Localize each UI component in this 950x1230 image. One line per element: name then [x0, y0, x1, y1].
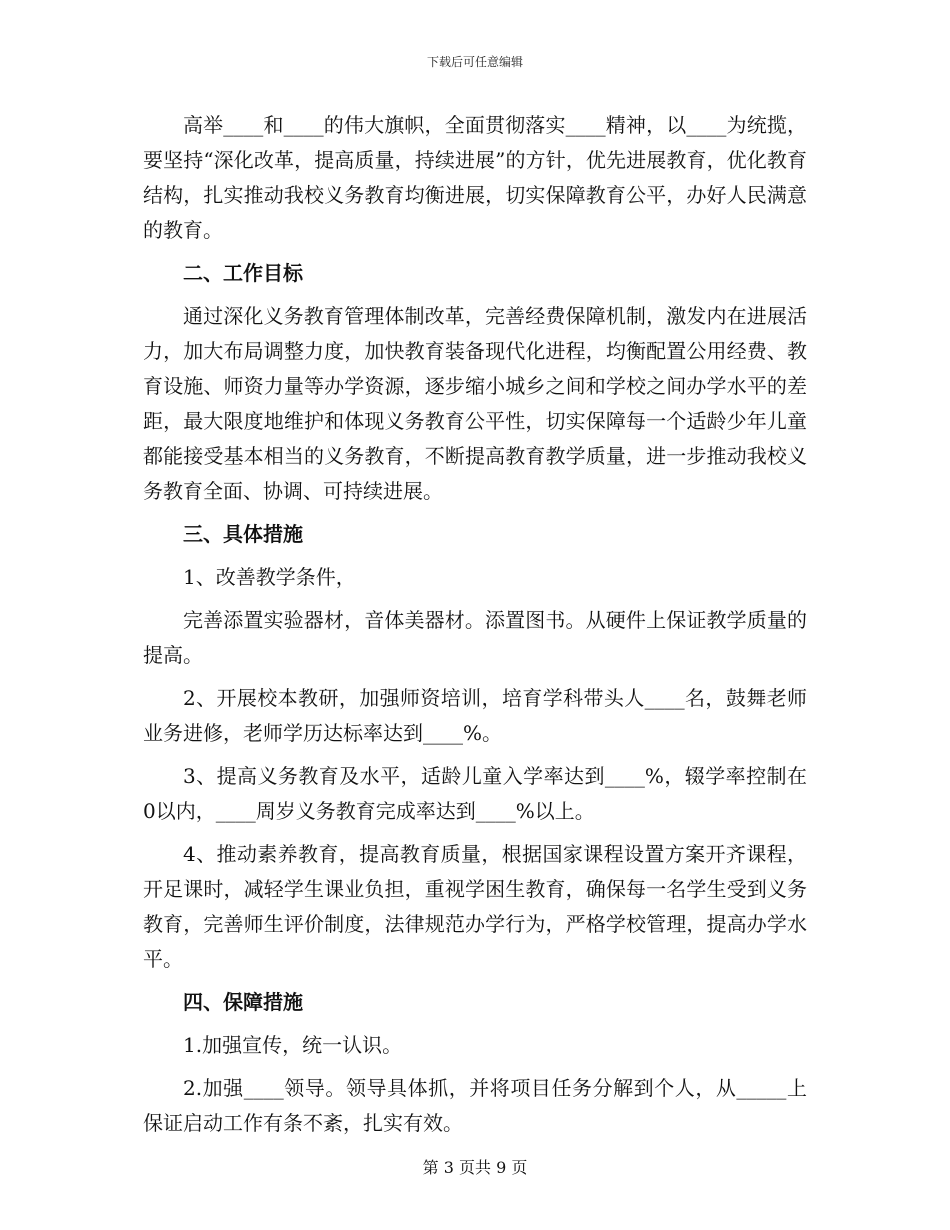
goals-paragraph: 通过深化义务教育管理体制改革，完善经费保障机制，激发内在进展活力，加大布局调整力度，加快教育装备现代化进程，均衡配置公用经费、教育设施、师资力量等办学资源，逐步缩小城乡之间和学校之间办学水平的差距，最大限度地维护和体现义务教育公平性，切实保障每一个适龄少年儿童都能接受基本相当的义务教育，不断提高教育教学质量，进一步推动我校义务教育全面、协调、可持续进展。 — [143, 304, 807, 503]
section-heading-goals: 二、工作目标 — [183, 261, 303, 285]
measure-2: 2、开展校本教研，加强师资培训，培育学科带头人____名，鼓舞老师业务进修，老师学历达标率达到____%。 — [143, 686, 807, 745]
document-body — [143, 108, 807, 1141]
section-heading-measures: 三、具体措施 — [183, 522, 303, 546]
page-footer: 第 3 页共 9 页 — [422, 1158, 528, 1177]
section-heading-guarantee: 四、保障措施 — [183, 990, 303, 1014]
measure-1-body: 完善添置实验器材，音体美器材。添置图书。从硬件上保证教学质量的提高。 — [143, 608, 807, 667]
measure-1-title: 1、改善教学条件， — [183, 565, 356, 589]
page-header: 下载后可任意编辑 — [426, 55, 523, 69]
measure-4: 4、推动素养教育，提高教育质量，根据国家课程设置方案开齐课程，开足课时，减轻学生课业负担，重视学困生教育，确保每一名学生受到义务教育，完善师生评价制度，法律规范办学行为，严格学校管理，提高办学水平。 — [143, 842, 807, 971]
guarantee-2: 2.加强____领导。领导具体抓，并将项目任务分解到个人，从_____上保证启动工作有条不紊，扎实有效。 — [143, 1076, 807, 1135]
intro-paragraph: 高举____和____的伟大旗帜，全面贯彻落实____精神，以____为统揽，要坚持“深化改革，提高质量，持续进展”的方针，优先进展教育，优化教育结构，扎实推动我校义务教育均衡进展，切实保障教育公平，办好人民满意的教育。 — [143, 113, 807, 242]
guarantee-1: 1.加强宣传，统一认识。 — [183, 1033, 403, 1057]
measure-3: 3、提高义务教育及水平，适龄儿童入学率达到____%，辍学率控制在0以内，____周岁义务教育完成率达到____%以上。 — [143, 764, 807, 823]
